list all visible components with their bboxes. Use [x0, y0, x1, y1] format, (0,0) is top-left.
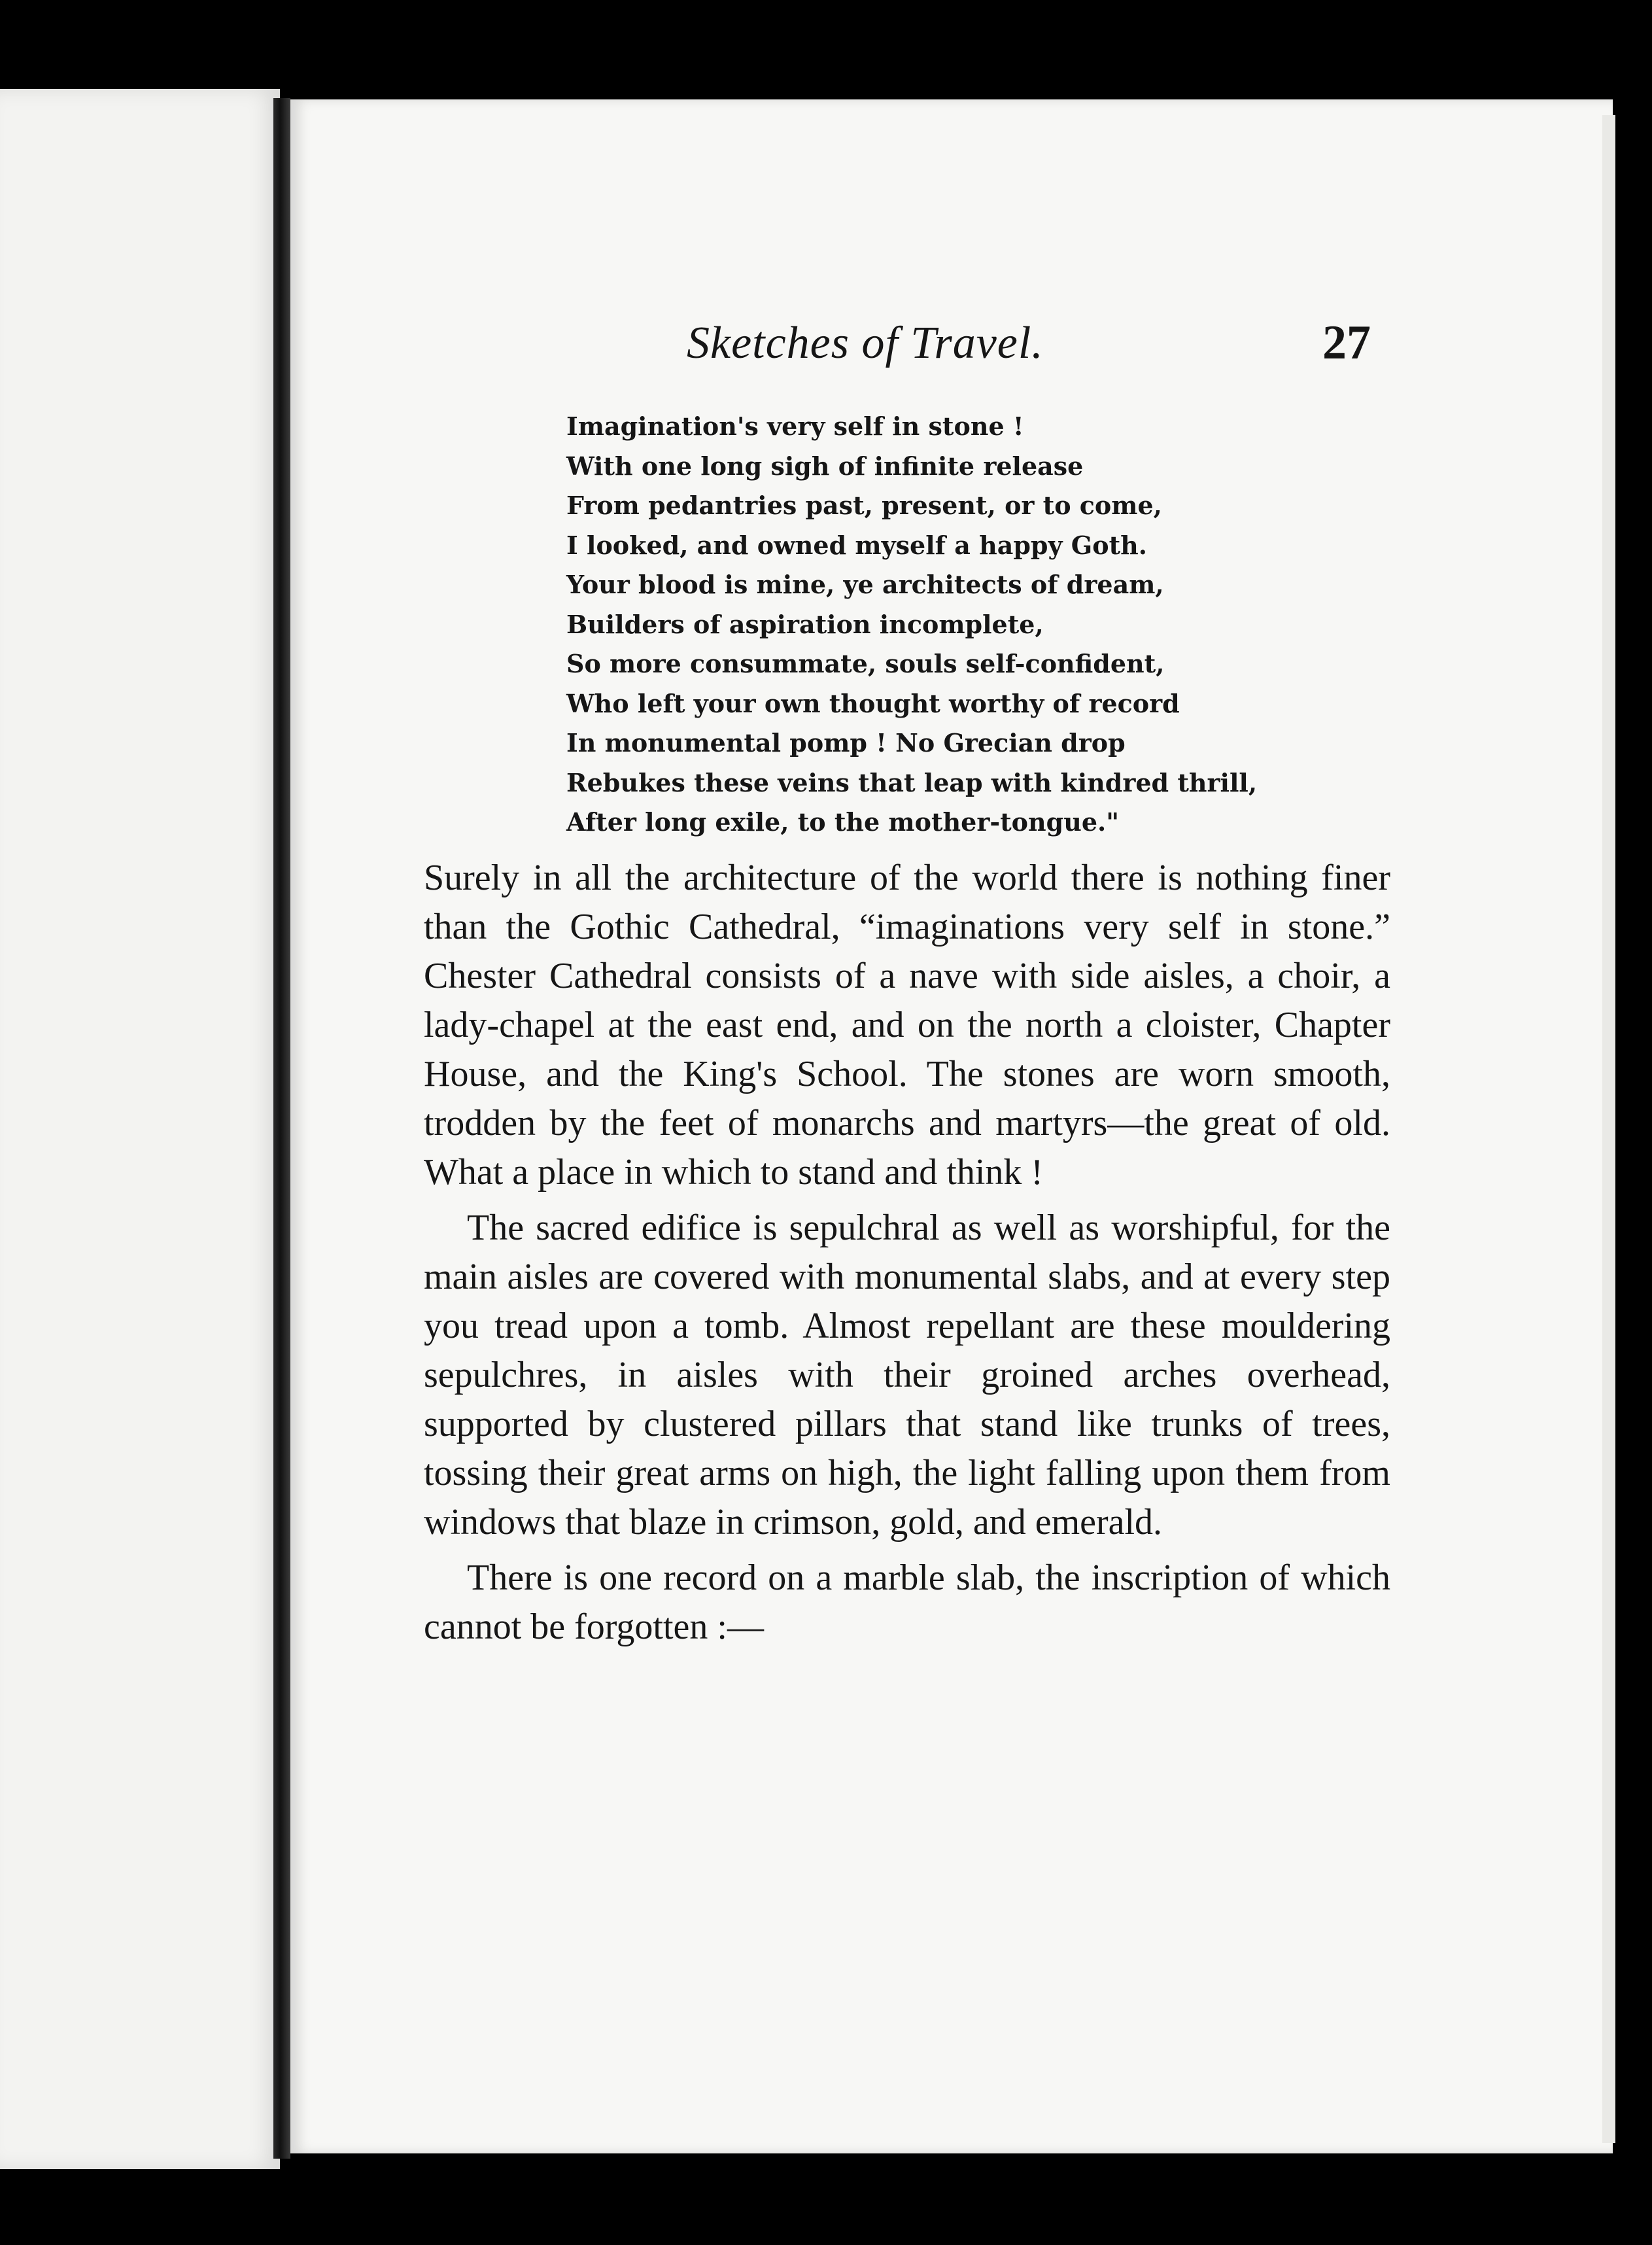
poem-quotation	[566, 407, 1417, 843]
poem-line: In monumental pomp ! No Grecian drop	[566, 728, 1126, 757]
poem-line: Rebukes these veins that leap with kindred thrill,	[566, 767, 1258, 797]
body-text	[424, 854, 1390, 1658]
poem-line: After long exile, to the mother-tongue."	[566, 807, 1120, 837]
poem-line: So more consummate, souls self-confident,	[566, 649, 1165, 678]
paragraph: The sacred edifice is sepulchral as well as worshipful, for the main aisles are covered with monumental slabs, and at every step you tread upon a tomb. Almost repellant are these mouldering sepulchres, in aisles with their groined arches overhead, supported by clustered pillars that stand like trunks of trees, tossing their great arms on high, the light falling upon them from windows that blaze in crimson, gold, and emerald.	[424, 1208, 1390, 1542]
poem-line: Your blood is mine, ye architects of dream,	[566, 570, 1164, 599]
poem-line: Imagination's very self in stone !	[566, 411, 1024, 441]
page-edge	[1602, 115, 1615, 2143]
facing-page	[0, 89, 280, 2169]
book-binding	[273, 98, 290, 2159]
poem-line: I looked, and owned myself a happy Goth.	[566, 530, 1148, 560]
paragraph: There is one record on a marble slab, the inscription of which cannot be forgotten :—	[424, 1558, 1390, 1647]
running-title: Sketches of Travel.	[687, 318, 1044, 368]
poem-line: With one long sigh of infinite release	[566, 451, 1084, 481]
poem-line: Builders of aspiration incomplete,	[566, 609, 1044, 639]
poem-line: From pedantries past, present, or to come,	[566, 491, 1162, 520]
poem-line: Who left your own thought worthy of record	[566, 688, 1180, 718]
paragraph: Surely in all the architecture of the world there is nothing finer than the Gothic Cathedral, “imaginations very self in stone.” Chester Cathedral consists of a nave with side aisles, a choir, a lady-chapel at the east end, and on the north a cloister, Chapter House, and the King's School. The stones are worn smooth, trodden by the feet of monarchs and martyrs—the great of old. What a place in which to stand and think !	[424, 858, 1390, 1192]
page-number: 27	[1322, 316, 1371, 370]
